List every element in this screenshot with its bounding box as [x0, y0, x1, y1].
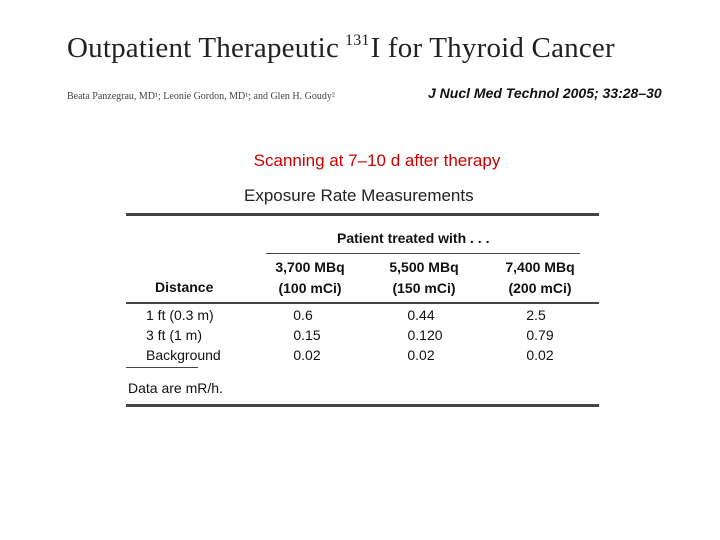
author-list: Beata Panzegrau, MD¹; Leonie Gordon, MD¹; and Glen H. Goudy²	[67, 91, 335, 102]
column-spanner-header: Patient treated with . . .	[337, 230, 490, 246]
table-cell: 0.6	[293, 307, 313, 323]
column-header-3-activity: 7,400 MBq	[505, 259, 575, 275]
column-header-2-activity: 5,500 MBq	[389, 259, 459, 275]
column-header-1-dose: (100 mCi)	[278, 280, 342, 296]
table-cell: 2.5	[526, 307, 546, 323]
table-cell: 0.120	[407, 327, 443, 343]
article-title	[67, 32, 615, 65]
title-text-before: Outpatient Therapeutic	[67, 32, 340, 64]
isotope-mass-number: 131	[345, 32, 370, 49]
row-label: Background	[146, 347, 221, 363]
table-cell: 0.02	[526, 347, 554, 363]
table-cell: 0.15	[293, 327, 321, 343]
row-label: 3 ft (1 m)	[146, 327, 203, 343]
table-footnote: Data are mR/h.	[128, 380, 223, 396]
table-title: Exposure Rate Measurements	[244, 186, 474, 205]
row-label: 1 ft (0.3 m)	[146, 307, 214, 323]
slide-caption: Scanning at 7–10 d after therapy	[253, 151, 501, 170]
table-cell: 0.02	[407, 347, 435, 363]
table-header-rule	[126, 302, 599, 304]
table-cell: 0.02	[293, 347, 321, 363]
table-top-rule	[126, 213, 599, 216]
column-header-3-dose: (200 mCi)	[508, 280, 572, 296]
column-header-2-dose: (150 mCi)	[392, 280, 456, 296]
table-cell: 0.44	[407, 307, 435, 323]
title-text-after: I for Thyroid Cancer	[370, 32, 615, 64]
row-header-distance: Distance	[155, 279, 214, 295]
journal-citation: J Nucl Med Technol 2005; 33:28–30	[428, 85, 662, 101]
column-header-1-activity: 3,700 MBq	[275, 259, 345, 275]
table-bottom-rule	[126, 404, 599, 407]
footnote-rule	[126, 367, 198, 368]
spanner-rule	[266, 253, 580, 254]
table-cell: 0.79	[526, 327, 554, 343]
